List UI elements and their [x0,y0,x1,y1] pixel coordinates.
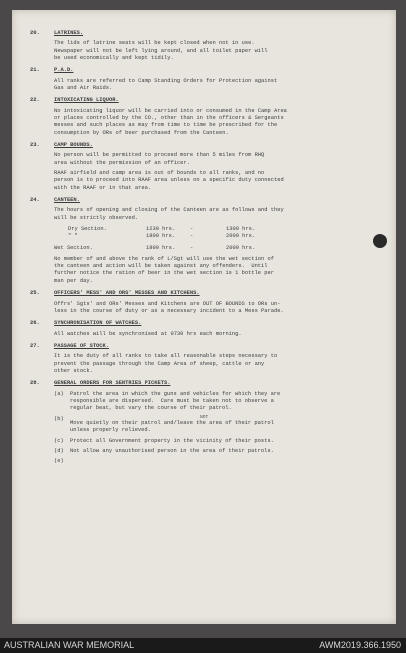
punch-hole [373,234,387,248]
table-row: " " 1800 hrs. - 2000 hrs. [68,233,256,240]
section-title: SYNCHRONISATION OF WATCHES. [54,320,142,327]
section-latrines [30,30,388,62]
section-sentries-pickets [30,380,388,465]
interlinear-insertion: NOT [200,414,209,420]
section-number: 22. [30,97,40,104]
section-number: 20. [30,30,40,36]
section-title: P.A.D. [54,67,74,74]
section-paragraph: No person will be permitted to proceed more than 5 miles from RHQ area without the permission of an officer. [54,152,265,166]
section-body: Offrs' Sgts' and ORs' Messes and Kitchens are OUT OF BOUNDS to ORs un- less in the course of duty or as a necessary incident to a Mess Parade. [54,300,284,314]
section-number: 28. [30,380,40,387]
canteen-hours-table [54,226,388,252]
section-number: 25. [30,290,40,297]
section-camp-bounds [30,142,388,192]
archive-footer [0,638,406,653]
section-number: 21. [30,67,40,74]
list-item: (c) Protect all Government property in the vicinity of their posts. [54,437,274,444]
section-title: PASSAGE OF STOCK. [54,343,109,350]
section-number: 24. [30,197,40,204]
section-body: All ranks are referred to Camp Standing Orders for Protection against Gas and Air Raids. [54,77,278,91]
section-body: No intoxicating liquor will be carried into or consumed in the Camp Area or places controlled by the CO., other than in the officers & Sergeants messes and such places as may from time to time be prescribed for the consumption by ORs of beer purchased from the Canteen. [54,107,287,136]
section-pad [30,67,388,92]
document-text [30,30,388,471]
section-synchronisation [30,320,388,338]
section-paragraph: No member of and above the rank of L/Sgt will use the wet section of the canteen and action will be taken against any offenders. Until further notice the ration of beer in the wet section is 1 bottle per man per day. [54,255,274,284]
table-row: Dry Section. 1230 hrs. - 1300 hrs. [68,225,256,232]
section-title: GENERAL ORDERS FOR SENTRIES PICKETS. [54,380,171,387]
section-canteen [30,197,388,285]
section-number: 26. [30,320,40,327]
footer-accession-number: AWM2019.366.1950 [319,640,401,650]
section-title: OFFICERS' MESS' AND ORS' MESSES AND KITCHENS. [54,290,200,297]
list-item: (d) Not allow any unauthorised person in the area of their patrols. [54,447,274,454]
section-body: It is the duty of all ranks to take all reasonable steps necessary to prevent the passage through the Camp Area of sheep, cattle or any other stock. [54,353,278,374]
section-body: All watches will be synchronised at 0730 hrs each morning. [54,330,242,337]
footer-institution: AUSTRALIAN WAR MEMORIAL [4,640,135,650]
list-item: (b) NOT Move quietly on their patrol and/leave the area of their patrol unless properly relieved. [54,414,274,434]
section-title: CANTEEN. [54,197,80,204]
section-number: 23. [30,142,40,149]
section-paragraph: The hours of opening and closing of the Canteen are as follows and they will be strictly observed. [54,207,284,221]
section-messes-kitchens [30,290,388,315]
section-paragraph: RAAF airfield and camp area is out of bounds to all ranks, and no person is to proceed into RAAF area unless on a specific duty connected with the RAAF or in that area. [54,170,284,191]
table-row: Wet Section. 1800 hrs. - 2000 hrs. [54,244,256,251]
section-number: 27. [30,343,40,350]
list-item: (a) Patrol the area in which the guns and vehicles for which they are responsible are dispersed. Care must be taken not to observe a regular beat, but vary the course of their patrol. [54,390,281,412]
section-passage-of-stock [30,343,388,375]
list-item: (e) [54,458,64,465]
section-body: The lids of latrine seats will be kept closed when not in use. Newspaper will not be left lying around, and all toilet paper will be used economically and kept tidily. [54,40,268,61]
section-title: LATRINES. [54,30,84,36]
section-title: CAMP BOUNDS. [54,142,93,149]
section-title: INTOXICATING LIQUOR. [54,97,119,104]
document-page [12,10,396,624]
section-intoxicating-liquor [30,97,388,136]
